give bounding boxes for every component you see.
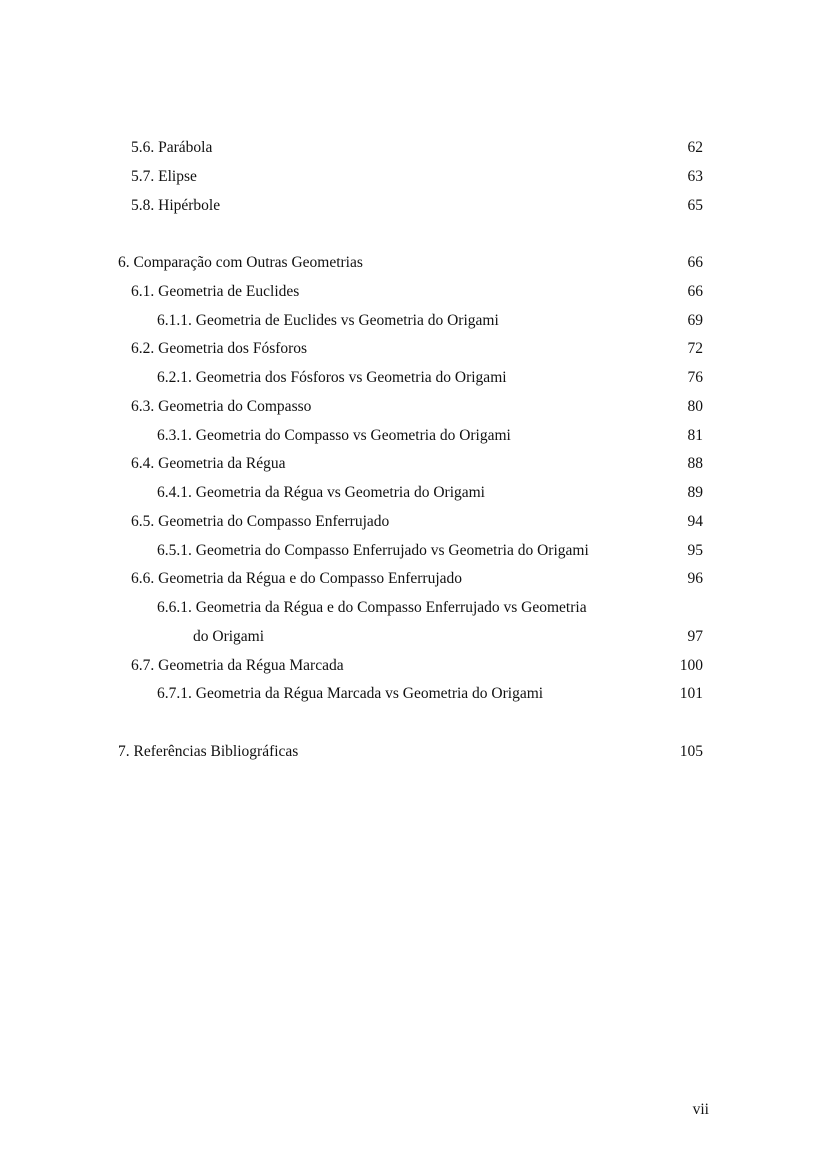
- toc-entry-label: 6.4.1. Geometria da Régua vs Geometria do Origami: [157, 484, 485, 501]
- toc-entry-label: 6. Comparação com Outras Geometrias: [118, 254, 363, 271]
- toc-entry-page: 97: [687, 628, 703, 645]
- toc-entry-label: 6.1.1. Geometria de Euclides vs Geometria do Origami: [157, 312, 499, 329]
- toc-entry: [0, 367, 826, 389]
- toc-entry: [0, 741, 826, 763]
- toc-entry-label: 7. Referências Bibliográficas: [118, 743, 299, 760]
- toc-entry-page: 69: [687, 312, 703, 329]
- toc-entry-label: 6.6.1. Geometria da Régua e do Compasso Enferrujado vs Geometria: [157, 599, 587, 616]
- toc-entry: [0, 338, 826, 360]
- toc-entry-page: 94: [687, 513, 703, 530]
- toc-entry: [0, 540, 826, 562]
- toc-entry-label: 6.5.1. Geometria do Compasso Enferrujado vs Geometria do Origami: [157, 542, 589, 559]
- toc-entry-page: 65: [687, 197, 703, 214]
- toc-entry-label: 6.2. Geometria dos Fósforos: [131, 340, 308, 357]
- toc-entry: [0, 195, 826, 217]
- toc-entry-page: 80: [687, 398, 703, 415]
- toc-entry: [0, 626, 826, 648]
- page-number: vii: [692, 1101, 709, 1118]
- toc-entry: [0, 310, 826, 332]
- toc-entry: [0, 137, 826, 159]
- toc-entry-page: 89: [687, 484, 703, 501]
- toc-entry: [0, 425, 826, 447]
- toc-entry-page: 66: [687, 283, 703, 300]
- toc-entry-page: 105: [679, 743, 703, 760]
- toc-entry-page: 72: [687, 340, 703, 357]
- toc-entry: [0, 568, 826, 590]
- toc-entry: [0, 252, 826, 274]
- toc-entry-page: 95: [687, 542, 703, 559]
- toc-entry: [0, 482, 826, 504]
- toc-entry-label: 5.6. Parábola: [131, 139, 213, 156]
- toc-entry-page: 63: [687, 168, 703, 185]
- toc-entry: [0, 453, 826, 475]
- toc-entry-page: 96: [687, 570, 703, 587]
- toc-entry-page: 101: [679, 685, 703, 702]
- toc-entry-page: 81: [687, 427, 703, 444]
- toc-entry-label: 5.7. Elipse: [131, 168, 197, 185]
- toc-entry-label: 6.2.1. Geometria dos Fósforos vs Geometria do Origami: [157, 369, 507, 386]
- toc-entry-label: 6.6. Geometria da Régua e do Compasso Enferrujado: [131, 570, 463, 587]
- toc-entry: [0, 683, 826, 705]
- toc-entry-page: 76: [687, 369, 703, 386]
- toc-entry-label: 6.7.1. Geometria da Régua Marcada vs Geometria do Origami: [157, 685, 544, 702]
- toc-entry-label: 6.5. Geometria do Compasso Enferrujado: [131, 513, 390, 530]
- toc-entry: [0, 655, 826, 677]
- toc-entry: [0, 396, 826, 418]
- toc-entry-label: do Origami: [193, 628, 265, 645]
- toc-entry: [0, 166, 826, 188]
- toc-entry-label: 6.4. Geometria da Régua: [131, 455, 286, 472]
- toc-entry: [0, 281, 826, 303]
- toc-entry-label: 6.3.1. Geometria do Compasso vs Geometria do Origami: [157, 427, 511, 444]
- toc-entry-label: 6.3. Geometria do Compasso: [131, 398, 312, 415]
- toc-entry: [0, 511, 826, 533]
- toc-entry-page: 100: [679, 657, 703, 674]
- toc-entry-page: 88: [687, 455, 703, 472]
- toc-entry-page: 62: [687, 139, 703, 156]
- toc-entry: [0, 597, 826, 619]
- toc-entry-label: 6.1. Geometria de Euclides: [131, 283, 300, 300]
- toc-entry-label: 5.8. Hipérbole: [131, 197, 221, 214]
- toc-entry-page: 66: [687, 254, 703, 271]
- toc-entry-label: 6.7. Geometria da Régua Marcada: [131, 657, 344, 674]
